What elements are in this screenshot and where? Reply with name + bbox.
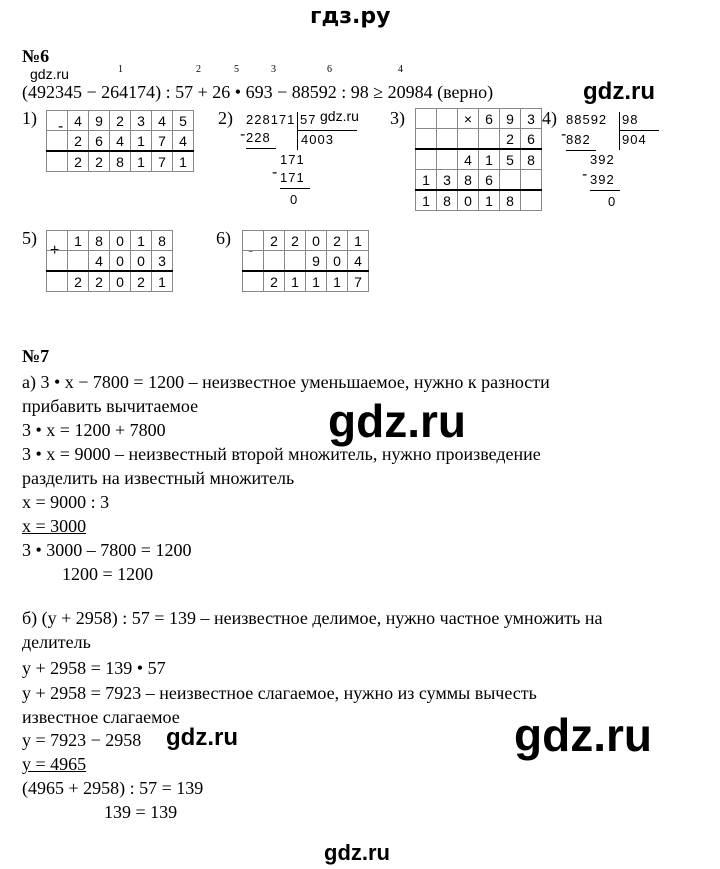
minus-sign: - — [58, 118, 64, 135]
calc-label: 2) — [218, 108, 233, 128]
watermark: gdz.ru — [166, 724, 238, 751]
text-line: (4965 + 2958) : 57 = 139 — [22, 778, 204, 798]
order-number: 4 — [398, 64, 403, 75]
answer-line: y = 4965 — [22, 754, 87, 774]
text-line: y = 7923 − 2958 — [22, 730, 142, 750]
text-line: y + 2958 = 139 • 57 — [22, 658, 166, 678]
step: 171 — [280, 170, 305, 185]
calc3-grid: × 6 9 3 2 6 4 1 5 8 1 3 8 6 1 8 0 1 8 — [415, 108, 542, 211]
remainder: 0 — [608, 194, 617, 209]
step: 882 — [566, 132, 591, 147]
watermark: gdz.ru — [514, 709, 652, 761]
step: 228 — [246, 130, 271, 145]
text-line: б) (y + 2958) : 57 = 139 – неизвестное делимое, нужно частное умножить на — [22, 608, 603, 628]
watermark: gdz.ru — [30, 66, 69, 82]
answer-line: x = 3000 — [22, 516, 87, 536]
quotient: 904 — [622, 132, 647, 147]
calc-label: 1) — [22, 108, 37, 128]
footer-watermark: gdz.ru — [324, 840, 390, 865]
calc5-grid: 1 8 0 1 8 4 0 0 3 2 2 0 2 1 — [46, 230, 173, 292]
divisor: 57 — [300, 112, 317, 127]
text-line: 3 • 3000 – 7800 = 1200 — [22, 540, 192, 560]
calc-label: 6) — [216, 228, 231, 248]
text-line: 139 = 139 — [104, 802, 178, 822]
text-line: y + 2958 = 7923 – неизвестное слагаемое, нужно из суммы вычесть — [22, 683, 537, 703]
task6-title: №6 — [22, 46, 50, 66]
task7-title: №7 — [22, 346, 50, 366]
order-number: 2 — [196, 64, 201, 75]
text-line: разделить на известный множитель — [22, 468, 295, 488]
step: 171 — [280, 152, 305, 167]
calc-label: 5) — [22, 228, 37, 248]
calc-label: 3) — [390, 108, 405, 128]
watermark: gdz.ru — [320, 108, 359, 124]
plus-sign: + — [50, 242, 60, 259]
text-line: 3 • x = 9000 – неизвестный второй множитель, нужно произведение — [22, 444, 541, 464]
watermark: gdz.ru — [328, 395, 466, 447]
divisor: 98 — [622, 112, 639, 127]
dividend: 228171 — [246, 112, 296, 127]
minus-sign: - — [248, 242, 254, 259]
calc6-grid: 2 2 0 2 1 9 0 4 2 1 1 1 7 — [242, 230, 369, 292]
watermark: gdz.ru — [583, 78, 655, 105]
quotient: 4003 — [301, 132, 334, 147]
order-number: 3 — [271, 64, 276, 75]
step: 392 — [590, 152, 615, 167]
order-number: 5 — [234, 64, 239, 75]
site-header[interactable]: гдз.ру — [310, 4, 391, 29]
order-number: 6 — [327, 64, 332, 75]
calc1-grid: 4 9 2 3 4 5 2 6 4 1 7 4 2 2 8 1 7 1 — [46, 110, 194, 172]
text-line: делитель — [22, 632, 91, 652]
text-line: а) 3 • x − 7800 = 1200 – неизвестное уменьшаемое, нужно к разности — [22, 372, 550, 392]
text-line: 3 • x = 1200 + 7800 — [22, 420, 166, 440]
text-line: 1200 = 1200 — [62, 564, 154, 584]
text-line: прибавить вычитаемое — [22, 396, 199, 416]
step: 392 — [590, 172, 615, 187]
calc-label: 4) — [542, 108, 557, 128]
text-line: x = 9000 : 3 — [22, 492, 110, 512]
remainder: 0 — [290, 192, 299, 207]
order-number: 1 — [118, 64, 123, 75]
text-line: известное слагаемое — [22, 707, 180, 727]
task6-expression: (492345 − 264174) : 57 + 26 • 693 − 88592 : 98 ≥ 20984 (верно) — [22, 82, 494, 102]
dividend: 88592 — [566, 112, 608, 127]
